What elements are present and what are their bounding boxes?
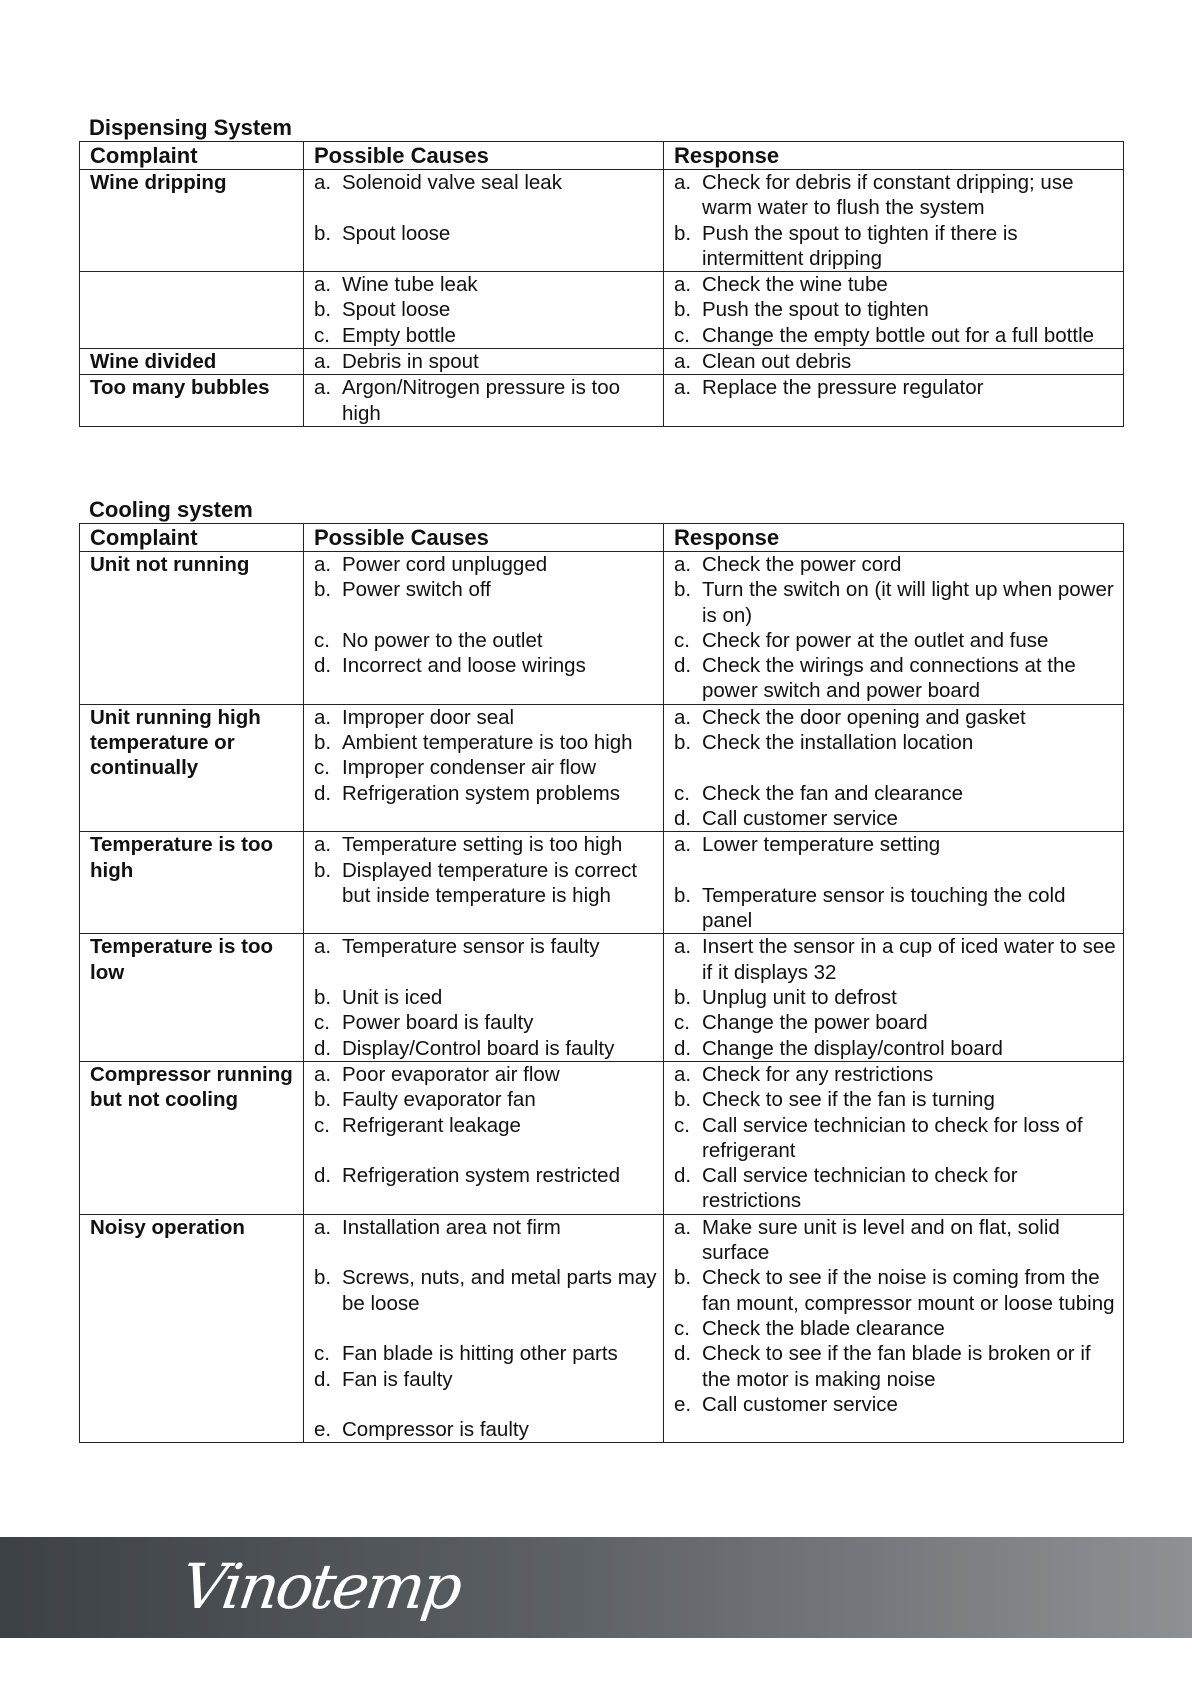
item-text: No power to the outlet — [342, 628, 543, 652]
table-row — [80, 349, 1124, 375]
cause-item — [314, 1417, 657, 1442]
complaint-cell: Unit running high temperature or continually — [80, 704, 304, 831]
header-response: Response — [664, 142, 1124, 170]
response-list — [674, 934, 1117, 1060]
possible-causes-cell — [304, 832, 664, 934]
item-text: Ambient temperature is too high — [342, 731, 633, 755]
response-item — [674, 705, 1117, 730]
item-letter: c. — [674, 323, 690, 347]
item-text: Fan blade is hitting other parts — [342, 1342, 618, 1366]
cause-item — [314, 1036, 657, 1061]
cause-item — [314, 1062, 657, 1087]
item-text: Turn the switch on (it will light up when power is on) — [702, 578, 1114, 627]
item-letter: b. — [674, 221, 692, 245]
vinotemp-logo: Vinotemp — [176, 1550, 465, 1623]
response-item — [674, 1163, 1117, 1214]
item-letter: b. — [314, 1088, 332, 1112]
item-letter: c. — [314, 1011, 330, 1035]
response-item — [674, 653, 1117, 704]
cause-item — [314, 934, 657, 959]
cause-item — [314, 832, 657, 857]
response-item — [674, 1113, 1117, 1164]
item-text: Installation area not firm — [342, 1215, 561, 1239]
item-letter: a. — [314, 171, 332, 194]
item-letter: a. — [674, 350, 692, 374]
item-letter: a. — [314, 350, 332, 374]
cause-item — [314, 1010, 657, 1035]
table-row — [80, 170, 1124, 272]
response-cell — [664, 934, 1124, 1061]
item-text: Compressor is faulty — [342, 1418, 529, 1442]
cause-item — [314, 730, 657, 755]
item-text: Replace the pressure regulator — [702, 376, 984, 400]
header-possible-causes: Possible Causes — [304, 524, 664, 552]
item-letter: c. — [314, 1342, 330, 1366]
cause-item — [314, 628, 657, 653]
item-text: Push the spout to tighten if there is intermittent dripping — [702, 221, 1018, 270]
item-letter: d. — [314, 781, 332, 805]
response-item — [674, 628, 1117, 653]
list-spacer — [314, 1138, 657, 1163]
response-list — [674, 1062, 1117, 1214]
item-text: Check to see if the fan blade is broken or if the motor is making noise — [702, 1342, 1091, 1391]
item-letter: b. — [674, 883, 692, 907]
complaint-cell: Wine dripping — [80, 170, 304, 272]
item-letter: a. — [674, 935, 692, 959]
item-text: Improper door seal — [342, 705, 515, 729]
item-letter: a. — [674, 1062, 692, 1086]
item-letter: d. — [674, 1036, 692, 1060]
item-letter: b. — [674, 1266, 692, 1290]
response-item — [674, 883, 1117, 934]
response-list — [674, 272, 1117, 348]
item-letter: a. — [314, 273, 332, 297]
item-letter: a. — [674, 171, 692, 194]
footer-banner — [0, 1537, 1192, 1638]
response-item — [674, 1341, 1117, 1392]
item-text: Power cord unplugged — [342, 553, 548, 576]
table-row — [80, 552, 1124, 705]
response-item — [674, 552, 1117, 577]
response-cell — [664, 349, 1124, 375]
table-row — [80, 1061, 1124, 1214]
response-item — [674, 985, 1117, 1010]
item-letter: d. — [674, 806, 692, 830]
item-text: Debris in spout — [342, 350, 479, 374]
item-text: Wine tube leak — [342, 273, 478, 297]
item-letter: b. — [674, 1088, 692, 1112]
item-letter: d. — [674, 1342, 692, 1366]
cause-item — [314, 221, 657, 246]
cause-list — [314, 934, 657, 1060]
item-text: Improper condenser air flow — [342, 756, 597, 780]
item-text: Spout loose — [342, 221, 451, 245]
cause-list — [314, 1215, 657, 1443]
possible-causes-cell — [304, 1214, 664, 1443]
cause-item — [314, 985, 657, 1010]
response-list — [674, 552, 1117, 704]
table-row — [80, 934, 1124, 1061]
item-letter: a. — [674, 1215, 692, 1239]
item-text: Temperature sensor is faulty — [342, 935, 600, 959]
cooling-table — [79, 523, 1124, 1443]
item-text: Temperature sensor is touching the cold panel — [702, 883, 1066, 933]
item-text: Change the empty bottle out for a full bottle — [702, 323, 1095, 347]
table-row — [80, 272, 1124, 349]
item-letter: d. — [314, 1367, 332, 1391]
response-item — [674, 934, 1117, 985]
item-text: Call service technician to check for loss of refrigerant — [702, 1113, 1083, 1162]
list-spacer — [314, 1316, 657, 1341]
item-text: Check the door opening and gasket — [702, 705, 1026, 729]
item-text: Temperature setting is too high — [342, 833, 623, 857]
item-letter: b. — [314, 578, 332, 602]
item-text: Change the power board — [702, 1011, 928, 1035]
cause-item — [314, 1087, 657, 1112]
response-list — [674, 832, 1117, 933]
item-text: Make sure unit is level and on flat, solid surface — [702, 1215, 1060, 1265]
response-list — [674, 375, 1117, 400]
complaint-cell: Temperature is too high — [80, 832, 304, 934]
item-text: Unit is iced — [342, 986, 443, 1010]
list-spacer — [314, 603, 657, 628]
possible-causes-cell — [304, 272, 664, 349]
item-letter: b. — [674, 986, 692, 1010]
cause-item — [314, 1265, 657, 1316]
item-letter: a. — [674, 833, 692, 857]
item-text: Unplug unit to defrost — [702, 986, 897, 1010]
response-item — [674, 323, 1117, 348]
table-header-row — [80, 524, 1124, 552]
header-possible-causes: Possible Causes — [304, 142, 664, 170]
response-list — [674, 1215, 1117, 1417]
item-text: Check the fan and clearance — [702, 781, 963, 805]
possible-causes-cell — [304, 375, 664, 427]
item-text: Check to see if the noise is coming from the fan mount, compressor mount or loose tubing — [702, 1266, 1115, 1315]
response-cell — [664, 1214, 1124, 1443]
item-text: Refrigerant leakage — [342, 1113, 521, 1137]
possible-causes-cell — [304, 349, 664, 375]
header-complaint: Complaint — [80, 524, 304, 552]
item-text: Display/Control board is faulty — [342, 1036, 615, 1060]
item-text: Solenoid valve seal leak — [342, 171, 562, 194]
item-letter: a. — [314, 705, 332, 729]
cause-list — [314, 375, 657, 426]
item-text: Displayed temperature is correct but inside temperature is high — [342, 858, 638, 907]
response-item — [674, 1036, 1117, 1061]
item-text: Check the wine tube — [702, 273, 888, 297]
item-letter: a. — [314, 553, 332, 576]
item-text: Screws, nuts, and metal parts may be loose — [342, 1266, 657, 1315]
item-text: Check to see if the fan is turning — [702, 1088, 995, 1112]
item-letter: a. — [674, 705, 692, 729]
item-letter: a. — [314, 1062, 332, 1086]
item-text: Power switch off — [342, 578, 491, 602]
response-list — [674, 170, 1117, 271]
item-letter: a. — [314, 935, 332, 959]
cause-item — [314, 1163, 657, 1188]
complaint-cell: Temperature is too low — [80, 934, 304, 1061]
item-text: Call service technician to check for restrictions — [702, 1164, 1018, 1213]
list-spacer — [674, 755, 1117, 780]
cause-item — [314, 272, 657, 297]
item-text: Power board is faulty — [342, 1011, 534, 1035]
cause-item — [314, 653, 657, 678]
complaint-cell — [80, 272, 304, 349]
dispensing-section-title: Dispensing System — [89, 115, 292, 140]
item-letter: d. — [314, 1164, 332, 1188]
cause-item — [314, 781, 657, 806]
cause-item — [314, 1113, 657, 1138]
possible-causes-cell — [304, 704, 664, 831]
cause-item — [314, 1367, 657, 1392]
possible-causes-cell — [304, 552, 664, 705]
list-spacer — [314, 1240, 657, 1265]
item-letter: c. — [674, 1113, 690, 1137]
item-letter: c. — [314, 1113, 330, 1137]
item-letter: a. — [314, 833, 332, 857]
cause-item — [314, 858, 657, 909]
response-item — [674, 170, 1117, 221]
item-letter: d. — [314, 654, 332, 678]
item-text: Clean out debris — [702, 350, 852, 374]
item-text: Check the wirings and connections at the power switch and power board — [702, 654, 1076, 703]
item-text: Check the blade clearance — [702, 1316, 945, 1340]
item-letter: b. — [674, 298, 692, 322]
response-item — [674, 272, 1117, 297]
item-letter: b. — [314, 221, 332, 245]
header-complaint: Complaint — [80, 142, 304, 170]
item-letter: a. — [314, 376, 332, 400]
item-letter: a. — [314, 1215, 332, 1239]
response-item — [674, 1392, 1117, 1417]
item-letter: d. — [314, 1036, 332, 1060]
item-letter: b. — [314, 731, 332, 755]
item-text: Incorrect and loose wirings — [342, 654, 586, 678]
list-spacer — [674, 858, 1117, 883]
response-item — [674, 577, 1117, 628]
cause-item — [314, 349, 657, 374]
item-letter: a. — [674, 273, 692, 297]
response-item — [674, 1087, 1117, 1112]
item-letter: c. — [314, 628, 330, 652]
response-cell — [664, 704, 1124, 831]
item-letter: d. — [674, 654, 692, 678]
item-letter: a. — [674, 376, 692, 400]
item-text: Check the installation location — [702, 731, 974, 755]
response-item — [674, 1265, 1117, 1316]
item-letter: b. — [674, 731, 692, 755]
item-letter: c. — [314, 756, 330, 780]
item-letter: c. — [674, 781, 690, 805]
response-item — [674, 730, 1117, 755]
item-letter: c. — [314, 323, 330, 347]
response-list — [674, 349, 1117, 374]
response-cell — [664, 272, 1124, 349]
cause-list — [314, 1062, 657, 1188]
item-letter: b. — [314, 298, 332, 322]
item-text: Refrigeration system problems — [342, 781, 620, 805]
item-text: Empty bottle — [342, 323, 456, 347]
response-item — [674, 375, 1117, 400]
list-spacer — [314, 1392, 657, 1417]
response-cell — [664, 832, 1124, 934]
item-text: Check for any restrictions — [702, 1062, 934, 1086]
table-row — [80, 704, 1124, 831]
response-item — [674, 1215, 1117, 1266]
response-item — [674, 221, 1117, 272]
response-cell — [664, 375, 1124, 427]
item-letter: c. — [674, 1316, 690, 1340]
item-letter: a. — [674, 553, 692, 576]
item-text: Push the spout to tighten — [702, 298, 929, 322]
item-letter: c. — [674, 628, 690, 652]
item-letter: e. — [314, 1418, 332, 1442]
list-spacer — [314, 960, 657, 985]
cause-list — [314, 170, 657, 246]
list-spacer — [314, 195, 657, 220]
cooling-section-title: Cooling system — [89, 497, 253, 522]
item-text: Fan is faulty — [342, 1367, 453, 1391]
dispensing-table — [79, 141, 1124, 427]
cause-list — [314, 832, 657, 908]
complaint-cell: Compressor running but not cooling — [80, 1061, 304, 1214]
item-letter: b. — [314, 858, 332, 882]
cause-item — [314, 755, 657, 780]
cause-item — [314, 552, 657, 577]
item-text: Check the power cord — [702, 553, 902, 576]
item-text: Refrigeration system restricted — [342, 1164, 620, 1188]
cause-list — [314, 349, 657, 374]
item-text: Lower temperature setting — [702, 833, 941, 857]
possible-causes-cell — [304, 1061, 664, 1214]
item-text: Argon/Nitrogen pressure is too high — [342, 376, 621, 425]
item-text: Check for debris if constant dripping; use warm water to flush the system — [702, 171, 1074, 220]
possible-causes-cell — [304, 934, 664, 1061]
complaint-cell: Noisy operation — [80, 1214, 304, 1443]
cause-item — [314, 170, 657, 195]
cause-item — [314, 1341, 657, 1366]
cause-item — [314, 297, 657, 322]
response-item — [674, 1062, 1117, 1087]
response-item — [674, 1316, 1117, 1341]
table-row — [80, 375, 1124, 427]
response-cell — [664, 1061, 1124, 1214]
response-item — [674, 1010, 1117, 1035]
table-header-row — [80, 142, 1124, 170]
cause-item — [314, 375, 657, 426]
item-text: Check for power at the outlet and fuse — [702, 628, 1049, 652]
item-letter: b. — [314, 1266, 332, 1290]
item-text: Spout loose — [342, 298, 451, 322]
complaint-cell: Wine divided — [80, 349, 304, 375]
complaint-cell: Too many bubbles — [80, 375, 304, 427]
response-cell — [664, 552, 1124, 705]
cause-item — [314, 705, 657, 730]
response-item — [674, 806, 1117, 831]
item-letter: d. — [674, 1164, 692, 1188]
item-letter: e. — [674, 1392, 692, 1416]
response-item — [674, 781, 1117, 806]
response-item — [674, 832, 1117, 857]
item-letter: b. — [674, 578, 692, 602]
response-item — [674, 297, 1117, 322]
complaint-cell: Unit not running — [80, 552, 304, 705]
item-text: Faulty evaporator fan — [342, 1088, 536, 1112]
item-letter: c. — [674, 1011, 690, 1035]
item-text: Change the display/control board — [702, 1036, 1003, 1060]
response-cell — [664, 170, 1124, 272]
item-text: Call customer service — [702, 806, 898, 830]
cause-list — [314, 552, 657, 678]
cause-item — [314, 577, 657, 602]
response-item — [674, 349, 1117, 374]
cause-list — [314, 705, 657, 806]
item-text: Insert the sensor in a cup of iced water to see if it displays 32 — [702, 935, 1116, 984]
item-text: Call customer service — [702, 1392, 898, 1416]
table-row — [80, 1214, 1124, 1443]
cause-item — [314, 1215, 657, 1240]
cause-list — [314, 272, 657, 348]
response-list — [674, 705, 1117, 831]
header-response: Response — [664, 524, 1124, 552]
item-text: Poor evaporator air flow — [342, 1062, 560, 1086]
possible-causes-cell — [304, 170, 664, 272]
item-letter: b. — [314, 986, 332, 1010]
table-row — [80, 832, 1124, 934]
cause-item — [314, 323, 657, 348]
